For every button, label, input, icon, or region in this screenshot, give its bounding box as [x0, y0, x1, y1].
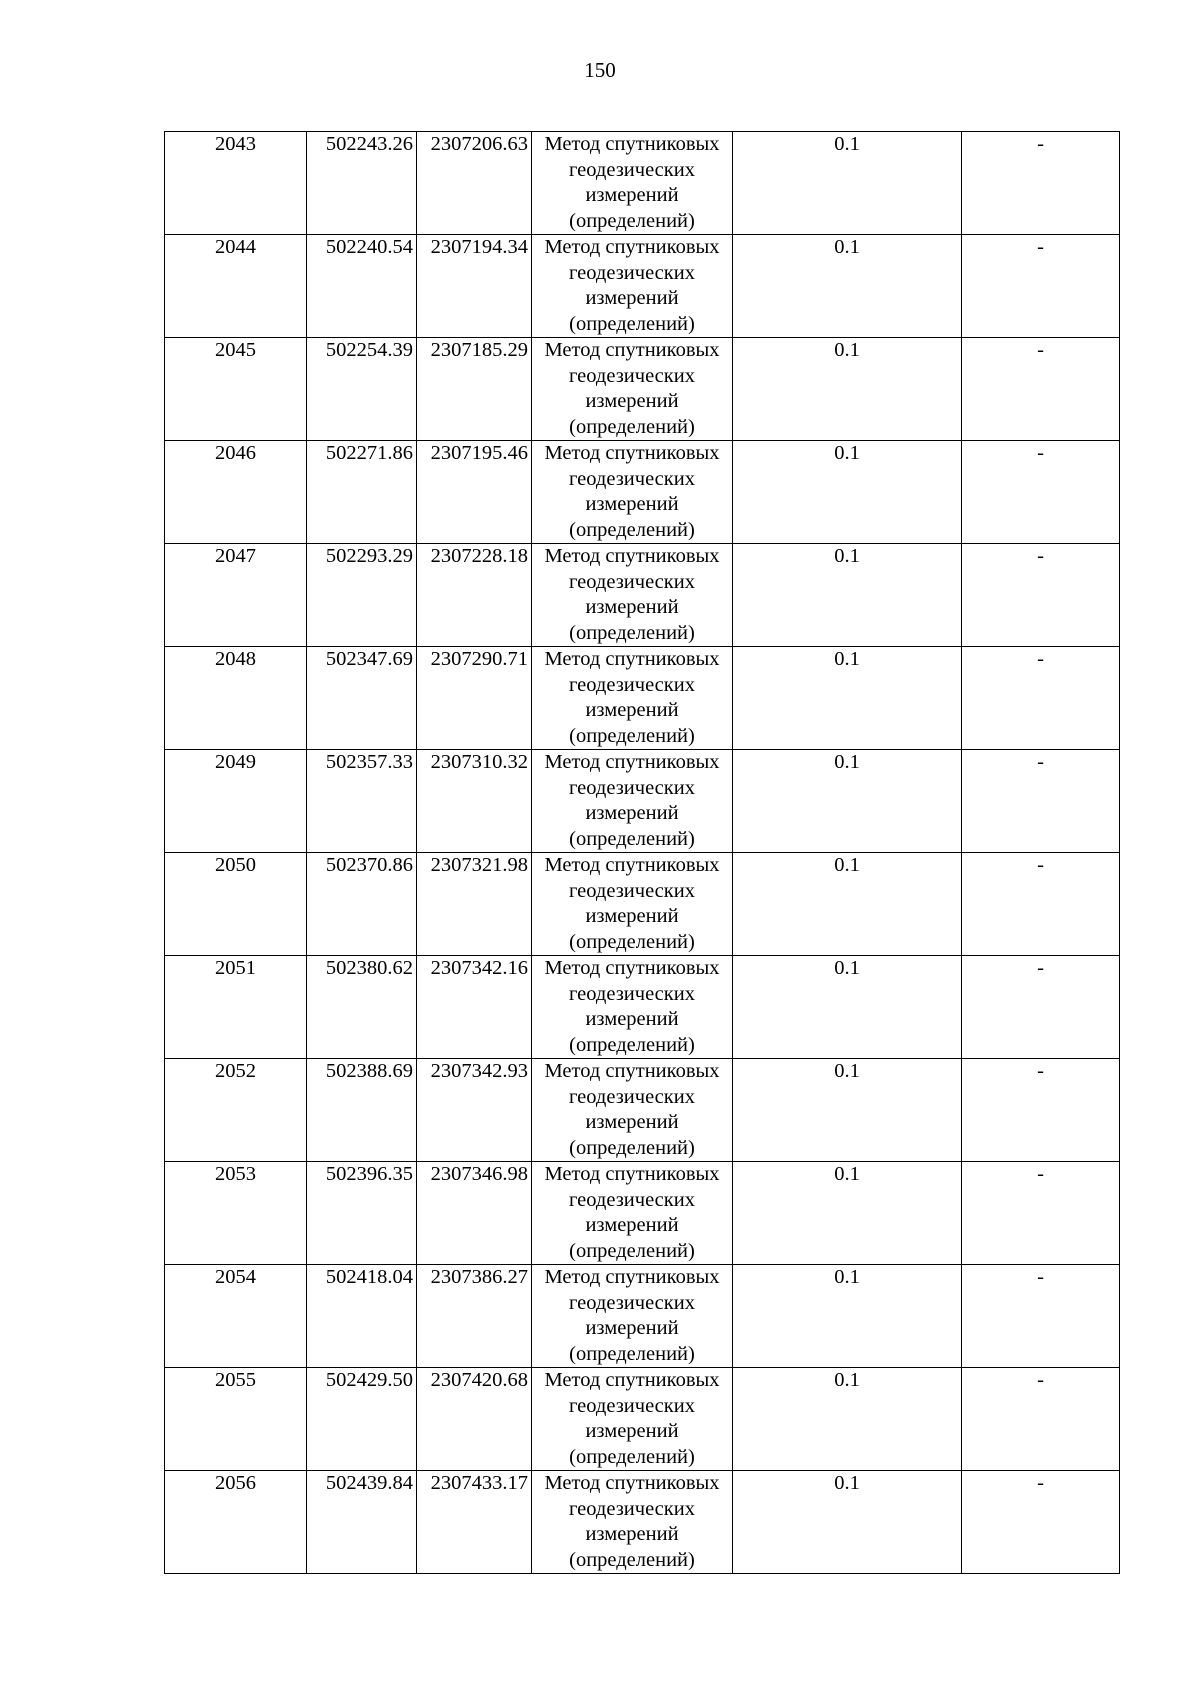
note-cell: - — [962, 956, 1120, 1059]
method-text-line: измерений — [585, 1214, 679, 1236]
point-number-cell: 2050 — [165, 853, 307, 956]
method-text-line: (определений) — [569, 209, 695, 232]
x-coordinate-cell: 502429.50 — [307, 1368, 417, 1471]
point-number-cell: 2047 — [165, 544, 307, 647]
coordinates-table-body — [165, 132, 1120, 1574]
y-coordinate-cell: 2307185.29 — [417, 338, 532, 441]
method-text-line: (определений) — [569, 312, 695, 335]
method-text-line: измерений — [585, 1523, 679, 1545]
method-text-line: геодезических — [569, 467, 695, 490]
x-coordinate-cell: 502240.54 — [307, 235, 417, 338]
method-text-line: Метод спутниковых — [544, 236, 720, 258]
method-text-line: (определений) — [569, 1239, 695, 1262]
x-coordinate-cell: 502418.04 — [307, 1265, 417, 1368]
method-text-line: измерений — [585, 493, 679, 515]
method-text-line: (определений) — [569, 1033, 695, 1056]
note-cell: - — [962, 1162, 1120, 1265]
y-coordinate-cell: 2307420.68 — [417, 1368, 532, 1471]
y-coordinate-cell: 2307342.16 — [417, 956, 532, 1059]
point-number-cell: 2056 — [165, 1471, 307, 1574]
y-coordinate-cell: 2307433.17 — [417, 1471, 532, 1574]
y-coordinate-cell: 2307290.71 — [417, 647, 532, 750]
accuracy-cell: 0.1 — [733, 1265, 962, 1368]
y-coordinate-cell: 2307386.27 — [417, 1265, 532, 1368]
method-text-line: Метод спутниковых — [544, 854, 720, 876]
accuracy-cell: 0.1 — [733, 1368, 962, 1471]
x-coordinate-cell: 502380.62 — [307, 956, 417, 1059]
accuracy-cell: 0.1 — [733, 235, 962, 338]
method-text-line: (определений) — [569, 415, 695, 438]
y-coordinate-cell: 2307321.98 — [417, 853, 532, 956]
method-text-line: Метод спутниковых — [544, 1369, 720, 1391]
note-cell: - — [962, 1059, 1120, 1162]
coordinates-table — [164, 131, 1120, 1574]
method-cell — [532, 1265, 733, 1368]
method-text-line: измерений — [585, 802, 679, 824]
table-row — [165, 1265, 1120, 1368]
point-number-cell: 2052 — [165, 1059, 307, 1162]
method-text-line: Метод спутниковых — [544, 1163, 720, 1185]
table-row — [165, 1368, 1120, 1471]
point-number-cell: 2046 — [165, 441, 307, 544]
y-coordinate-cell: 2307310.32 — [417, 750, 532, 853]
method-text-line: геодезических — [569, 1497, 695, 1520]
method-text-line: Метод спутниковых — [544, 1266, 720, 1288]
table-row — [165, 750, 1120, 853]
method-text-line: геодезических — [569, 570, 695, 593]
method-text-line: геодезических — [569, 1394, 695, 1417]
method-text-line: измерений — [585, 184, 679, 206]
point-number-cell: 2043 — [165, 132, 307, 235]
table-row — [165, 235, 1120, 338]
note-cell: - — [962, 1471, 1120, 1574]
method-cell — [532, 338, 733, 441]
x-coordinate-cell: 502370.86 — [307, 853, 417, 956]
note-cell: - — [962, 338, 1120, 441]
accuracy-cell: 0.1 — [733, 750, 962, 853]
table-row — [165, 956, 1120, 1059]
note-cell: - — [962, 544, 1120, 647]
accuracy-cell: 0.1 — [733, 132, 962, 235]
method-text-line: Метод спутниковых — [544, 1472, 720, 1494]
x-coordinate-cell: 502396.35 — [307, 1162, 417, 1265]
method-text-line: Метод спутниковых — [544, 339, 720, 361]
note-cell: - — [962, 441, 1120, 544]
method-text-line: измерений — [585, 596, 679, 618]
method-text-line: геодезических — [569, 158, 695, 181]
point-number-cell: 2044 — [165, 235, 307, 338]
method-text-line: измерений — [585, 287, 679, 309]
accuracy-cell: 0.1 — [733, 441, 962, 544]
table-row — [165, 647, 1120, 750]
accuracy-cell: 0.1 — [733, 544, 962, 647]
method-cell — [532, 1059, 733, 1162]
x-coordinate-cell: 502254.39 — [307, 338, 417, 441]
note-cell: - — [962, 750, 1120, 853]
method-cell — [532, 750, 733, 853]
note-cell: - — [962, 1368, 1120, 1471]
accuracy-cell: 0.1 — [733, 647, 962, 750]
method-text-line: измерений — [585, 1317, 679, 1339]
note-cell: - — [962, 132, 1120, 235]
method-text-line: (определений) — [569, 930, 695, 953]
method-text-line: геодезических — [569, 673, 695, 696]
method-text-line: геодезических — [569, 261, 695, 284]
accuracy-cell: 0.1 — [733, 1162, 962, 1265]
method-text-line: измерений — [585, 1008, 679, 1030]
x-coordinate-cell: 502293.29 — [307, 544, 417, 647]
method-cell — [532, 544, 733, 647]
page-number: 150 — [584, 58, 616, 82]
method-text-line: Метод спутниковых — [544, 1060, 720, 1082]
method-cell — [532, 132, 733, 235]
x-coordinate-cell: 502347.69 — [307, 647, 417, 750]
accuracy-cell: 0.1 — [733, 338, 962, 441]
method-text-line: (определений) — [569, 1548, 695, 1571]
point-number-cell: 2054 — [165, 1265, 307, 1368]
method-text-line: Метод спутниковых — [544, 648, 720, 670]
method-text-line: (определений) — [569, 1136, 695, 1159]
point-number-cell: 2051 — [165, 956, 307, 1059]
x-coordinate-cell: 502357.33 — [307, 750, 417, 853]
method-text-line: Метод спутниковых — [544, 957, 720, 979]
method-text-line: (определений) — [569, 1342, 695, 1365]
note-cell: - — [962, 647, 1120, 750]
point-number-cell: 2053 — [165, 1162, 307, 1265]
y-coordinate-cell: 2307195.46 — [417, 441, 532, 544]
point-number-cell: 2049 — [165, 750, 307, 853]
accuracy-cell: 0.1 — [733, 1059, 962, 1162]
point-number-cell: 2055 — [165, 1368, 307, 1471]
method-text-line: (определений) — [569, 827, 695, 850]
method-text-line: геодезических — [569, 364, 695, 387]
method-text-line: геодезических — [569, 1085, 695, 1108]
accuracy-cell: 0.1 — [733, 956, 962, 1059]
method-cell — [532, 235, 733, 338]
y-coordinate-cell: 2307342.93 — [417, 1059, 532, 1162]
accuracy-cell: 0.1 — [733, 1471, 962, 1574]
note-cell: - — [962, 853, 1120, 956]
method-text-line: измерений — [585, 1420, 679, 1442]
method-text-line: измерений — [585, 699, 679, 721]
table-row — [165, 338, 1120, 441]
x-coordinate-cell: 502243.26 — [307, 132, 417, 235]
method-text-line: (определений) — [569, 621, 695, 644]
method-cell — [532, 853, 733, 956]
x-coordinate-cell: 502271.86 — [307, 441, 417, 544]
table-row — [165, 544, 1120, 647]
method-text-line: геодезических — [569, 1188, 695, 1211]
method-text-line: измерений — [585, 1111, 679, 1133]
method-text-line: Метод спутниковых — [544, 751, 720, 773]
method-cell — [532, 1471, 733, 1574]
method-text-line: геодезических — [569, 1291, 695, 1314]
method-cell — [532, 647, 733, 750]
x-coordinate-cell: 502388.69 — [307, 1059, 417, 1162]
method-text-line: измерений — [585, 390, 679, 412]
x-coordinate-cell: 502439.84 — [307, 1471, 417, 1574]
method-cell — [532, 1162, 733, 1265]
method-text-line: (определений) — [569, 1445, 695, 1468]
y-coordinate-cell: 2307206.63 — [417, 132, 532, 235]
method-cell — [532, 956, 733, 1059]
method-text-line: Метод спутниковых — [544, 133, 720, 155]
note-cell: - — [962, 235, 1120, 338]
y-coordinate-cell: 2307228.18 — [417, 544, 532, 647]
note-cell: - — [962, 1265, 1120, 1368]
point-number-cell: 2045 — [165, 338, 307, 441]
method-text-line: геодезических — [569, 776, 695, 799]
method-cell — [532, 1368, 733, 1471]
y-coordinate-cell: 2307194.34 — [417, 235, 532, 338]
table-row — [165, 132, 1120, 235]
y-coordinate-cell: 2307346.98 — [417, 1162, 532, 1265]
method-cell — [532, 441, 733, 544]
point-number-cell: 2048 — [165, 647, 307, 750]
method-text-line: геодезических — [569, 982, 695, 1005]
table-row — [165, 853, 1120, 956]
method-text-line: (определений) — [569, 724, 695, 747]
table-row — [165, 441, 1120, 544]
table-row — [165, 1059, 1120, 1162]
method-text-line: Метод спутниковых — [544, 545, 720, 567]
table-row — [165, 1162, 1120, 1265]
method-text-line: (определений) — [569, 518, 695, 541]
method-text-line: измерений — [585, 905, 679, 927]
table-row — [165, 1471, 1120, 1574]
method-text-line: геодезических — [569, 879, 695, 902]
accuracy-cell: 0.1 — [733, 853, 962, 956]
method-text-line: Метод спутниковых — [544, 442, 720, 464]
